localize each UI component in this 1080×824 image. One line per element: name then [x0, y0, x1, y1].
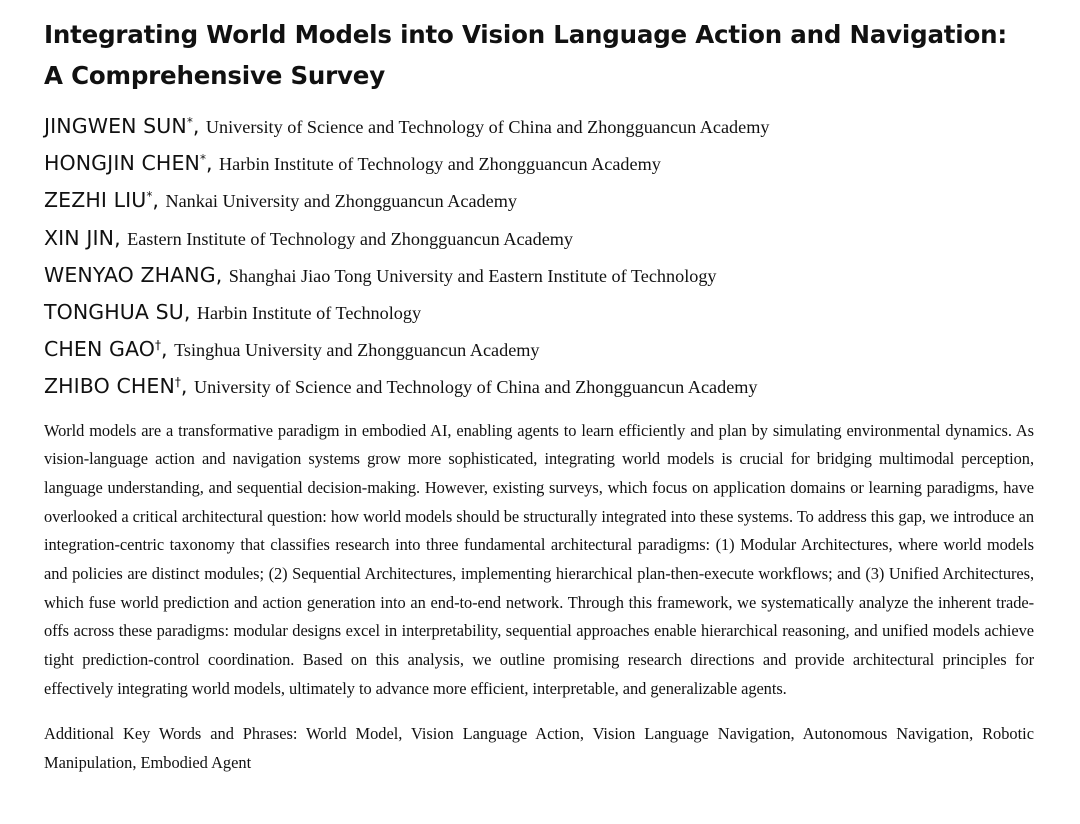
author-name: JINGWEN SUN — [44, 114, 187, 138]
keywords-paragraph: Additional Key Words and Phrases: World Model, Vision Language Action, Vision Language Navigation, Autonomous Navigation, Robotic Manipulation, Embodied Agent — [44, 723, 1034, 772]
author-footnote-mark: * — [199, 152, 206, 167]
author-affiliation: University of Science and Technology of China and Zhongguancun Academy — [205, 117, 770, 137]
author-entry: ZHIBO CHEN†, University of Science and Technology of China and Zhongguancun Academy — [44, 374, 758, 399]
author-name: WENYAO ZHANG — [44, 262, 216, 287]
author-affiliation: Shanghai Jiao Tong University and Eastern Institute of Technology — [228, 265, 717, 286]
author-list — [44, 107, 1034, 405]
author-name: XIN JIN — [44, 225, 115, 250]
author-footnote-mark: † — [174, 375, 181, 390]
author-entry: ZEZHI LIU*, Nankai University and Zhongguancun Academy — [44, 188, 517, 213]
author-entry: HONGJIN CHEN*, Harbin Institute of Technology and Zhongguancun Academy — [44, 151, 661, 176]
author-affiliation: Tsinghua University and Zhongguancun Academy — [174, 340, 540, 361]
author-name: ZEZHI LIU — [44, 188, 147, 213]
author-entry: TONGHUA SU, Harbin Institute of Technology — [44, 299, 422, 324]
author-affiliation: Harbin Institute of Technology and Zhongguancun Academy — [218, 154, 661, 175]
author-name: CHEN GAO — [44, 337, 156, 362]
author-footnote-mark: † — [155, 338, 162, 353]
author-name: HONGJIN CHEN — [44, 151, 200, 176]
author-affiliation: University of Science and Technology of China and Zhongguancun Academy — [193, 377, 758, 398]
author-affiliation: Harbin Institute of Technology — [196, 302, 422, 323]
author-affiliation: Eastern Institute of Technology and Zhongguancun Academy — [127, 228, 574, 249]
author-entry: CHEN GAO†, Tsinghua University and Zhongguancun Academy — [44, 337, 540, 362]
author-entry: JINGWEN SUN*, University of Science and Technology of China and Zhongguancun Academy — [44, 114, 770, 138]
author-footnote-mark: * — [186, 115, 193, 129]
author-name: ZHIBO CHEN — [44, 374, 175, 399]
author-affiliation: Nankai University and Zhongguancun Academy — [165, 191, 517, 212]
abstract-paragraph: World models are a transformative paradigm in embodied AI, enabling agents to learn efficiently and plan by simulating environmental dynamics. As vision-language action and navigation systems grow more sophisticated, integrating world models is crucial for bridging multimodal perception, language understanding, and sequential decision-making. However, existing surveys, which focus on application domains or learning paradigms, have overlooked a critical architectural question: how world models should be structurally integrated into these systems. To address this gap, we introduce an integration-centric taxonomy that classifies research into three fundamental architectural paradigms: (1) Modular Architectures, where world models and policies are distinct modules; (2) Sequential Architectures, implementing hierarchical plan-then-execute workflows; and (3) Unified Architectures, which fuse world prediction and action generation into an end-to-end network. Through this framework, we systematically analyze the inherent trade-offs across these paradigms: modular designs excel in interpretability, sequential approaches enable hierarchical reasoning, and unified models achieve tight prediction-control coordination. Based on this analysis, we outline promising research directions and provide architectural principles for effectively integrating world models, ultimately to advance more efficient, interpretable, and generalizable agents. — [44, 420, 1034, 698]
author-footnote-mark: * — [146, 189, 153, 204]
author-entry: WENYAO ZHANG, Shanghai Jiao Tong University and Eastern Institute of Technology — [44, 262, 717, 287]
author-entry: XIN JIN, Eastern Institute of Technology and Zhongguancun Academy — [44, 225, 574, 250]
author-name: TONGHUA SU — [44, 299, 184, 324]
paper-page — [44, 14, 1034, 794]
paper-title: Integrating World Models into Vision Language Action and Navigation: A Comprehensive Survey — [44, 20, 1007, 90]
